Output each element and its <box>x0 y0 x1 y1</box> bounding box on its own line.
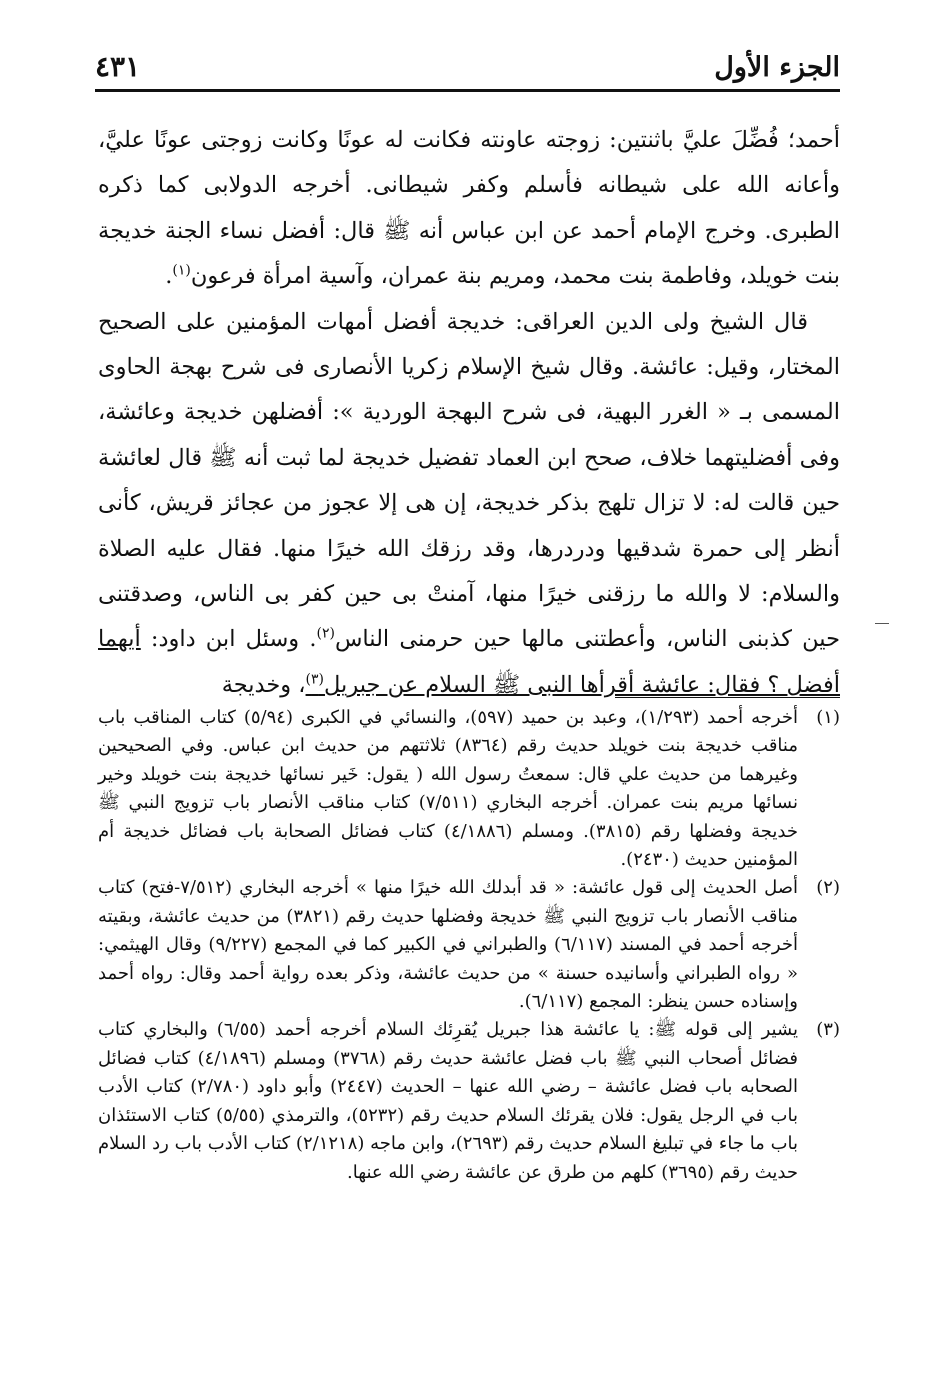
footnote-1 <box>98 704 840 874</box>
paragraph-2: قال الشيخ ولى الدين العراقى: خديجة أفضل أمهات المؤمنين على الصحيح المختار، وقيل: عائشة. وقال شيخ الإسلام زكريا الأنصارى فى شرح بهجة الحاوى المسمى بـ « الغرر البهية، فى شرح البهجة الوردية »: أفضلهن خديجة وعائشة، وفى أفضليتهما خلاف، صحح ابن العماد تفضيل خديجة لما ثبت أنه ﷺ قال لعائشة حين قالت له: لا تزال تلهج بذكر خديجة، إن هى إلا عجوز من عجائز قريش، كأنى أنظر إلى حمرة شدقيها ودردرها، وقد رزقك الله خيرًا منها. فقال عليه الصلاة والسلام: لا والله ما رزقنى خيرًا منها، آمنتْ بى حين كفر بى الناس، وصدقتنى حين كذبنى الناس، وأعطتنى مالها حين حرمنى الناس$^{(٢)}$. وسئل ابن داود: أيهما أفضل ؟ فقال: عائشة أقرأها النبى ﷺ السلام عن جبريل$^{(٣)}$، وخديجة <box>98 308 841 698</box>
paragraph-1: أحمد؛ فُضِّلَ عليَّ باثنتين: زوجته عاونته فكانت له عونًا وكانت زوجتى عونًا عليَّ، وأعانه الله على شيطانه فأسلم وكفر شيطانى. أخرجه الدولابى كما ذكره الطبرى. وخرج الإمام أحمد عن ابن عباس أنه ﷺ قال: أفضل نساء الجنة خديجة بنت خويلد، وفاطمة بنت محمد، ومريم بنة عمران، وآسية امرأة فرعون$^{(١)}$. <box>98 127 840 290</box>
footnote-2 <box>98 874 840 1016</box>
paragraph-2-text: قال الشيخ ولى الدين العراقى: خديجة أفضل أمهات المؤمنين على الصحيح المختار، وقيل: عائشة. وقال شيخ الإسلام زكريا الأنصارى فى شرح بهجة الحاوى المسمى بـ « الغرر البهية، فى شرح البهجة الوردية »: أفضلهن خديجة وعائشة، وفى أفضليتهما خلاف، صحح ابن العماد تفضيل خديجة لما ثبت أنه ﷺ قال لعائشة حين قالت له: لا تزال تلهج بذكر خديجة، إن هى إلا عجوز من عجائز قريش، كأنى أنظر إلى حمرة شدقيها ودردرها، وقد رزقك الله خيرًا منها. فقال عليه الصلاة والسلام: لا والله ما رزقنى خيرًا منها، آمنتْ بى حين كفر بى الناس، وصدقتنى حين كذبنى الناس، وأعطتنى مالها حين حرمنى الناس <box>98 308 841 653</box>
running-title: الجزء الأول <box>714 52 840 83</box>
footnote-text: أخرجه أحمد (١/٢٩٣)، وعبد بن حميد (٥٩٧)، والنسائي في الكبرى (٥/٩٤) كتاب المناقب باب مناقب خديجة بنت خويلد حديث رقم (٨٣٦٤) ثلاثتهم من حديث ابن عباس. وفي الصحيحين وغيرهما من حديث علي قال: سمعتُ رسول الله ( يقول: خَير نسائها خديجة بنت خويلد وخير نسائها مريم بنت عمران. أخرجه البخاري (٧/٥١١) كتاب مناقب الأنصار باب تزويج النبي ﷺ خديجة وفضلها رقم (٣٨١٥). ومسلم (٤/١٨٨٦) كتاب فضائل الصحابة باب فضائل خديجة أم المؤمنين حديث (٢٤٣٠). <box>98 707 798 871</box>
footnote-ref-3: (٣) <box>305 671 325 688</box>
footnotes <box>98 704 840 1187</box>
paragraph-1-text: أحمد؛ فُضِّلَ عليَّ باثنتين: زوجته عاونته فكانت له عونًا وكانت زوجتى عونًا عليَّ، وأعانه الله على شيطانه فأسلم وكفر شيطانى. أخرجه الدولابى كما ذكره الطبرى. وخرج الإمام أحمد عن ابن عباس أنه ﷺ قال: أفضل نساء الجنة خديجة بنت خويلد، وفاطمة بنت محمد، ومريم بنة عمران، وآسية امرأة فرعون <box>98 127 840 290</box>
footnote-text: يشير إلى قوله ﷺ: يا عائشة هذا جبريل يُقرِئك السلام أخرجه أحمد (٦/٥٥) والبخاري كتاب فضائل أصحاب النبي ﷺ باب فضل عائشة حديث رقم (٣٧٦٨) ومسلم (٤/١٨٩٦) كتاب فضائل الصحابه باب فضل عائشة – رضي الله عنها – الحديث (٢٤٤٧) وأبو داود (٢/٧٨٠) كتاب الأدب باب في الرجل يقول: فلان يقرئك السلام حديث رقم (٥٢٣٢)، والترمذي (٥/٥٥) كتاب الاستئذان باب ما جاء في تبليغ السلام حديث رقم (٢٦٩٣)، وابن ماجه (٢/١٢١٨) كتاب الأدب باب رد السلام حديث رقم (٣٦٩٥) كلهم من طرق عن عائشة رضي الله عنها. <box>98 1019 799 1183</box>
page-number: ٤٣١ <box>95 50 141 83</box>
footnote-number: (٣) <box>816 1019 840 1041</box>
underlined-text: أيهما أفضل ؟ فقال: عائشة أقرأها النبى ﷺ السلام عن جبريل <box>98 626 840 698</box>
footnote-ref-1: (١) <box>172 262 191 279</box>
footnote-text: أصل الحديث إلى قول عائشة: « قد أبدلك الله خيرًا منها » أخرجه البخاري (٧/٥١٢-فتح) كتاب مناقب الأنصار باب تزويج النبي ﷺ خديجة وفضلها حديث رقم (٣٨٢١) من حديث عائشة، وبقيته أخرجه أحمد في المسند (٦/١١٧) والطبراني في الكبير كما في المجمع (٩/٢٢٧) وقال الهيثمي: « رواه الطبراني وأسانيده حسنة » من حديث عائشة، وذكر بعده رواية أحمد وقال: رواه أحمد وإسناده حسن ينظر: المجمع (٦/١١٧). <box>98 877 798 1013</box>
footnote-number: (١) <box>816 707 840 728</box>
main-text <box>98 118 840 708</box>
page-header <box>95 40 840 92</box>
footnote-divider <box>615 697 840 698</box>
paragraph-2-end: ، وخديجة <box>221 671 306 698</box>
footnote-ref-2: (٢) <box>316 625 335 642</box>
paragraph-2-tail: وسئل ابن داود: <box>140 626 300 653</box>
margin-mark <box>875 623 889 624</box>
footnote-number: (٢) <box>816 877 840 899</box>
footnote-3 <box>98 1016 840 1186</box>
